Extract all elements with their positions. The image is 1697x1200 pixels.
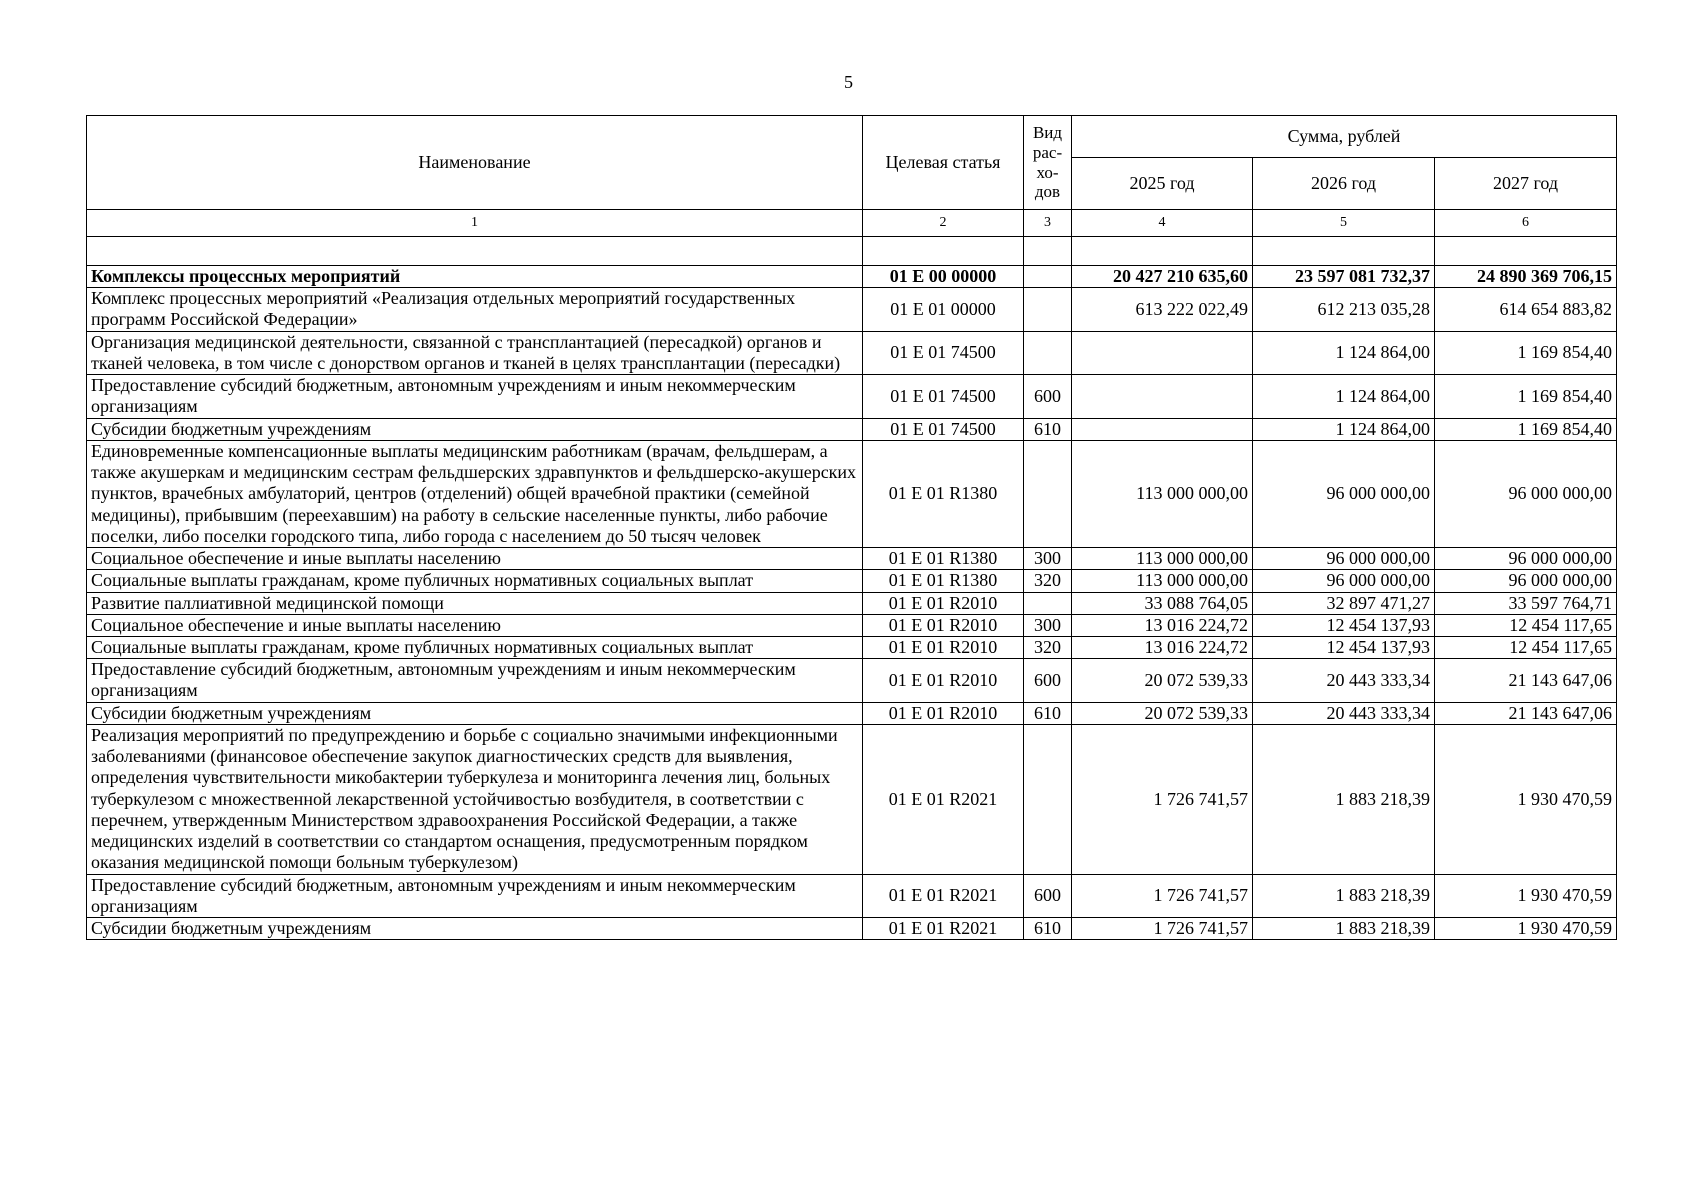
row-name: Комплекс процессных мероприятий «Реализация отдельных мероприятий государственных программ Российской Федерации» [87,288,863,331]
row-sum-2025: 613 222 022,49 [1072,288,1253,331]
row-target-article: 01 Е 01 R1380 [863,570,1024,592]
row-target-article: 01 Е 01 R2010 [863,592,1024,614]
row-sum-2026: 20 443 333,34 [1253,659,1435,702]
table-row [87,418,1617,440]
row-sum-2025: 113 000 000,00 [1072,440,1253,547]
row-expense-type: 600 [1024,375,1072,418]
row-name: Социальное обеспечение и иные выплаты населению [87,614,863,636]
row-sum-2026: 96 000 000,00 [1253,570,1435,592]
row-name: Социальные выплаты гражданам, кроме публичных нормативных социальных выплат [87,570,863,592]
row-sum-2027: 21 143 647,06 [1435,702,1617,724]
column-number: 1 [87,210,863,237]
row-target-article: 01 Е 01 74500 [863,418,1024,440]
row-sum-2026: 96 000 000,00 [1253,548,1435,570]
row-sum-2025: 20 072 539,33 [1072,702,1253,724]
row-sum-2026: 1 124 864,00 [1253,418,1435,440]
row-name: Реализация мероприятий по предупреждению и борьбе с социально значимыми инфекционными заболеваниями (финансовое обеспечение закупок диагностических средств для выявления, определения чувствительности микобактерии туберкулеза и мониторинга лечения лиц, больных туберкулезом с множественной лекарственной устойчивостью возбудителя, в соответствии с перечнем, утвержденным Министерством здравоохранения Российской Федерации, а также медицинских изделий в соответствии со стандартом оснащения, предусмотренным порядком оказания медицинской помощи больным туберкулезом) [87,724,863,874]
empty-row [87,237,1617,266]
header-name: Наименование [87,116,863,210]
row-sum-2027: 1 930 470,59 [1435,918,1617,940]
column-number: 4 [1072,210,1253,237]
table-row [87,331,1617,374]
row-sum-2025: 13 016 224,72 [1072,614,1253,636]
row-sum-2025: 33 088 764,05 [1072,592,1253,614]
header-expense-type: Вид рас-хо-дов [1024,116,1072,210]
row-sum-2025 [1072,331,1253,374]
column-number: 6 [1435,210,1617,237]
row-expense-type: 610 [1024,702,1072,724]
row-sum-2026: 32 897 471,27 [1253,592,1435,614]
table-row [87,918,1617,940]
header-target-article: Целевая статья [863,116,1024,210]
row-expense-type [1024,266,1072,288]
table-row [87,874,1617,917]
row-sum-2026: 20 443 333,34 [1253,702,1435,724]
budget-table [86,115,1617,940]
row-name: Предоставление субсидий бюджетным, автономным учреждениям и иным некоммерческим организациям [87,874,863,917]
row-target-article: 01 Е 01 R2021 [863,918,1024,940]
row-target-article: 01 Е 00 00000 [863,266,1024,288]
column-number-row [87,210,1617,237]
row-sum-2026: 1 124 864,00 [1253,331,1435,374]
row-name: Комплексы процессных мероприятий [87,266,863,288]
row-name: Социальные выплаты гражданам, кроме публичных нормативных социальных выплат [87,636,863,658]
row-sum-2025: 13 016 224,72 [1072,636,1253,658]
row-expense-type [1024,288,1072,331]
row-target-article: 01 Е 01 R2021 [863,874,1024,917]
row-sum-2027: 96 000 000,00 [1435,548,1617,570]
row-target-article: 01 Е 01 R2010 [863,659,1024,702]
row-expense-type: 320 [1024,570,1072,592]
column-number: 5 [1253,210,1435,237]
table-row [87,266,1617,288]
row-sum-2027: 1 930 470,59 [1435,724,1617,874]
row-name: Субсидии бюджетным учреждениям [87,918,863,940]
row-target-article: 01 Е 01 74500 [863,331,1024,374]
row-expense-type [1024,440,1072,547]
row-sum-2025 [1072,418,1253,440]
row-name: Предоставление субсидий бюджетным, автономным учреждениям и иным некоммерческим организациям [87,375,863,418]
row-name: Социальное обеспечение и иные выплаты населению [87,548,863,570]
row-target-article: 01 Е 01 R2010 [863,702,1024,724]
row-sum-2027: 1 930 470,59 [1435,874,1617,917]
row-sum-2027: 96 000 000,00 [1435,440,1617,547]
row-sum-2025: 1 726 741,57 [1072,724,1253,874]
row-sum-2027: 12 454 117,65 [1435,614,1617,636]
row-sum-2026: 1 883 218,39 [1253,874,1435,917]
table-row [87,636,1617,658]
row-sum-2025: 20 072 539,33 [1072,659,1253,702]
row-sum-2026: 96 000 000,00 [1253,440,1435,547]
table-row [87,724,1617,874]
row-sum-2025: 1 726 741,57 [1072,918,1253,940]
page-number: 5 [844,72,853,92]
row-expense-type: 300 [1024,548,1072,570]
row-sum-2027: 24 890 369 706,15 [1435,266,1617,288]
table-row [87,592,1617,614]
row-expense-type: 300 [1024,614,1072,636]
row-expense-type: 600 [1024,874,1072,917]
row-expense-type: 610 [1024,918,1072,940]
row-name: Организация медицинской деятельности, связанной с трансплантацией (пересадкой) органов и тканей человека, в том числе с донорством органов и тканей в целях трансплантации (пересадки) [87,331,863,374]
row-sum-2025: 1 726 741,57 [1072,874,1253,917]
row-sum-2025 [1072,375,1253,418]
row-sum-2027: 21 143 647,06 [1435,659,1617,702]
row-expense-type [1024,331,1072,374]
row-name: Предоставление субсидий бюджетным, автономным учреждениям и иным некоммерческим организациям [87,659,863,702]
row-sum-2027: 614 654 883,82 [1435,288,1617,331]
row-sum-2027: 1 169 854,40 [1435,331,1617,374]
row-target-article: 01 Е 01 R1380 [863,440,1024,547]
row-sum-2026: 612 213 035,28 [1253,288,1435,331]
row-sum-2025: 20 427 210 635,60 [1072,266,1253,288]
row-target-article: 01 Е 01 R1380 [863,548,1024,570]
row-sum-2025: 113 000 000,00 [1072,570,1253,592]
row-sum-2026: 1 883 218,39 [1253,724,1435,874]
row-expense-type [1024,592,1072,614]
header-year-2026: 2026 год [1253,158,1435,210]
header-year-2027: 2027 год [1435,158,1617,210]
row-name: Развитие паллиативной медицинской помощи [87,592,863,614]
row-target-article: 01 Е 01 R2010 [863,636,1024,658]
row-name: Субсидии бюджетным учреждениям [87,702,863,724]
row-sum-2026: 12 454 137,93 [1253,636,1435,658]
row-name: Субсидии бюджетным учреждениям [87,418,863,440]
row-sum-2026: 12 454 137,93 [1253,614,1435,636]
row-target-article: 01 Е 01 R2021 [863,724,1024,874]
table-row [87,548,1617,570]
table-row [87,659,1617,702]
table-row [87,570,1617,592]
row-sum-2026: 1 124 864,00 [1253,375,1435,418]
row-sum-2027: 96 000 000,00 [1435,570,1617,592]
row-sum-2027: 12 454 117,65 [1435,636,1617,658]
column-number: 3 [1024,210,1072,237]
row-target-article: 01 Е 01 R2010 [863,614,1024,636]
column-number: 2 [863,210,1024,237]
table-row [87,614,1617,636]
table-row [87,702,1617,724]
table-row [87,440,1617,547]
header-year-2025: 2025 год [1072,158,1253,210]
row-target-article: 01 Е 01 74500 [863,375,1024,418]
row-sum-2027: 1 169 854,40 [1435,418,1617,440]
row-expense-type: 320 [1024,636,1072,658]
row-name: Единовременные компенсационные выплаты медицинским работникам (врачам, фельдшерам, а также акушеркам и медицинским сестрам фельдшерских здравпунктов и фельдшерско-акушерских пунктов, врачебных амбулаторий, центров (отделений) общей врачебной практики (семейной медицины), прибывшим (переехавшим) на работу в сельские населенные пункты, либо рабочие поселки, либо поселки городского типа, либо города с населением до 50 тысяч человек [87,440,863,547]
row-target-article: 01 Е 01 00000 [863,288,1024,331]
header-sum: Сумма, рублей [1072,116,1617,158]
row-sum-2025: 113 000 000,00 [1072,548,1253,570]
row-expense-type [1024,724,1072,874]
table-row [87,288,1617,331]
row-sum-2027: 33 597 764,71 [1435,592,1617,614]
table-row [87,375,1617,418]
row-expense-type: 600 [1024,659,1072,702]
row-sum-2026: 1 883 218,39 [1253,918,1435,940]
row-expense-type: 610 [1024,418,1072,440]
row-sum-2027: 1 169 854,40 [1435,375,1617,418]
row-sum-2026: 23 597 081 732,37 [1253,266,1435,288]
